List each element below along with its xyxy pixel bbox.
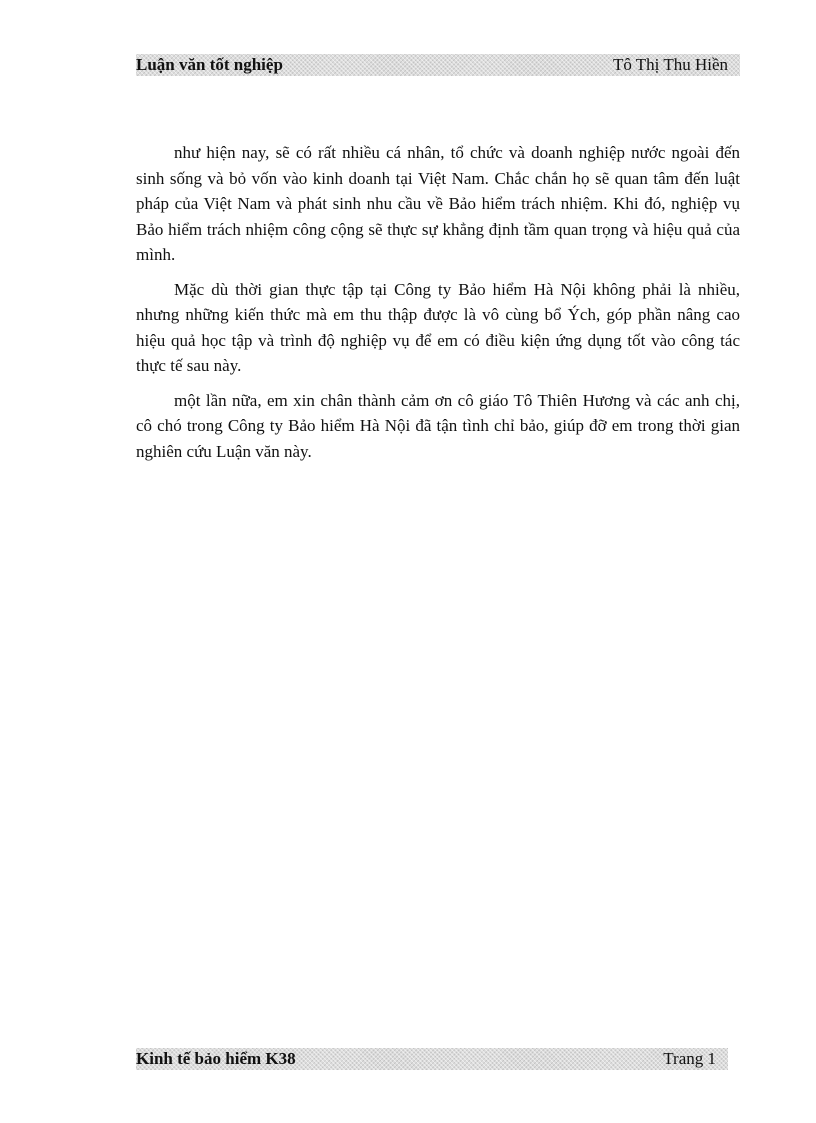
footer-page-number: Trang 1 xyxy=(663,1049,716,1068)
footer-course: Kinh tế bảo hiểm K38 xyxy=(136,1049,296,1068)
paragraph-3: một lần nữa, em xin chân thành cảm ơn cô giáo Tô Thiên Hương và các anh chị, cô chó trong Công ty Bảo hiểm Hà Nội đã tận tình chỉ bảo, giúp đỡ em trong thời gian nghiên cứu Luận văn này. xyxy=(136,390,740,461)
document-body xyxy=(136,140,740,473)
page-header xyxy=(136,54,740,76)
page-footer xyxy=(136,1048,728,1070)
header-author: Tô Thị Thu Hiền xyxy=(612,55,728,74)
paragraph-1: như hiện nay, sẽ có rất nhiều cá nhân, tổ chức và doanh nghiệp nước ngoài đến sinh sống và bỏ vốn vào kinh doanh tại Việt Nam. Chắc chắn họ sẽ quan tâm đến luật pháp của Việt Nam và phát sinh nhu cầu về Bảo hiểm trách nhiệm. Khi đó, nghiệp vụ Bảo hiểm trách nhiệm công cộng sẽ thực sự khẳng định tầm quan trọng và hiệu quả của mình. xyxy=(136,143,740,264)
header-title: Luận văn tốt nghiệp xyxy=(136,55,283,74)
paragraph-2: Mặc dù thời gian thực tập tại Công ty Bảo hiểm Hà Nội không phải là nhiều, nhưng những kiến thức mà em thu thập được là vô cùng bổ Ých, góp phần nâng cao hiệu quả học tập và trình độ nghiệp vụ để em có điều kiện ứng dụng tốt vào công tác thực tế sau này. xyxy=(136,279,740,375)
